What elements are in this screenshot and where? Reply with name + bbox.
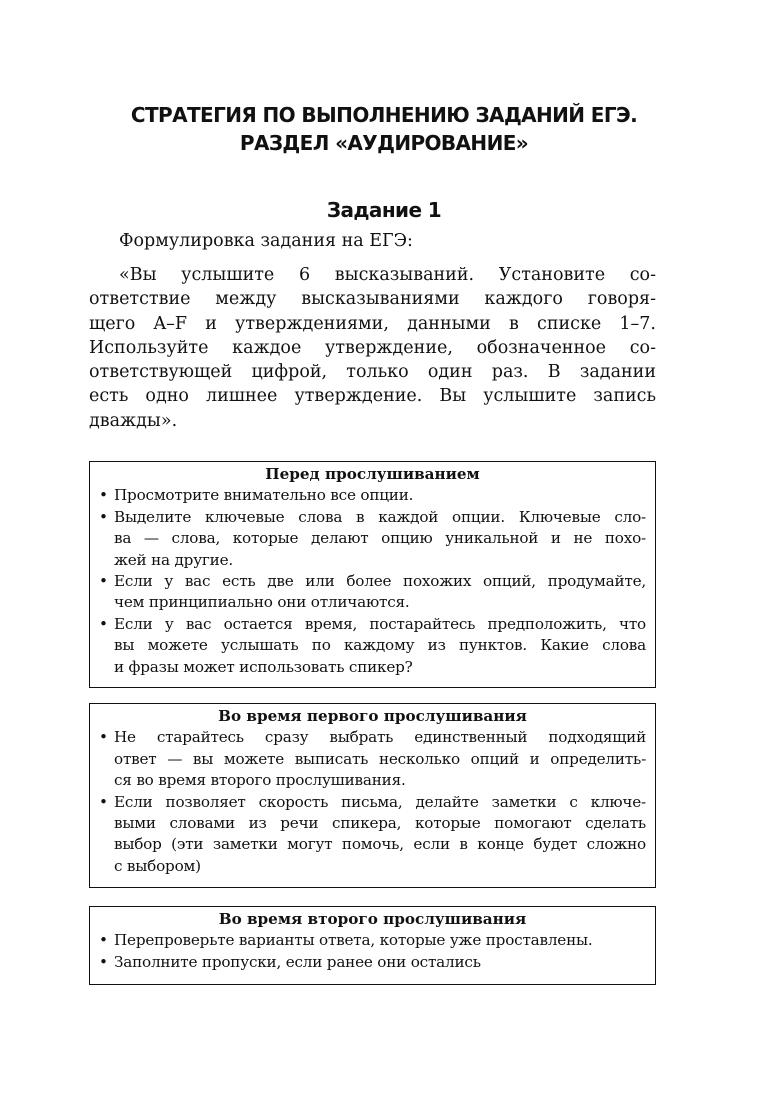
bullet-icon: •	[99, 614, 108, 633]
bullet-line: чем принципиально они отличаются.	[114, 593, 410, 612]
quote-line: Используйте каждое утверждение, обозначенное со-	[89, 337, 656, 358]
box-first-listening	[89, 703, 656, 888]
bullet-icon: •	[99, 571, 108, 590]
bullet-line: Просмотрите внимательно все опции.	[114, 486, 414, 505]
bullet-item	[90, 614, 655, 678]
bullet-line: ответ — вы можете выписать несколько опций и определить-	[114, 749, 646, 768]
bullet-item	[90, 952, 655, 973]
intro-paragraph	[89, 229, 656, 253]
box-before-listening	[89, 461, 656, 688]
bullet-line: Не старайтесь сразу выбрать единственный подходящий	[114, 728, 646, 747]
bullet-line: вы можете услышать по каждому из пунктов. Какие слова	[114, 636, 646, 655]
box-heading: Во время второго прослушивания	[218, 910, 527, 928]
bullet-icon: •	[99, 486, 108, 505]
bullet-line: Если позволяет скорость письма, делайте заметки с ключе-	[114, 792, 646, 811]
quote-line: ответствие между высказываниями каждого говоря-	[89, 289, 656, 310]
bullet-item	[90, 571, 655, 614]
quote-line: «Вы услышите 6 высказываний. Установите со-	[119, 265, 656, 285]
bullet-line: Если у вас есть две или более похожих опций, продумайте,	[114, 571, 646, 590]
section-heading: Задание 1	[326, 198, 442, 222]
title-line: РАЗДЕЛ «АУДИРОВАНИЕ»	[239, 131, 529, 155]
bullet-line: жей на другие.	[114, 550, 234, 569]
bullet-item	[90, 507, 655, 571]
bullet-item	[90, 727, 655, 791]
bullet-item	[90, 485, 655, 506]
task-quote	[89, 263, 656, 433]
bullet-line: ся во время второго прослушивания.	[114, 771, 406, 790]
bullet-line: Перепроверьте варианты ответа, которые уже проставлены.	[114, 931, 593, 950]
bullet-icon: •	[99, 952, 108, 971]
bullet-item	[90, 792, 655, 878]
bullet-icon: •	[99, 931, 108, 950]
box-heading: Во время первого прослушивания	[218, 707, 527, 725]
title-line: СТРАТЕГИЯ ПО ВЫПОЛНЕНИЮ ЗАДАНИЙ ЕГЭ.	[130, 103, 638, 127]
quote-line: щего A–F и утверждениями, данными в списке 1–7.	[89, 313, 656, 334]
bullet-icon: •	[99, 728, 108, 747]
bullet-line: и фразы может использовать спикер?	[114, 657, 413, 676]
box-second-listening	[89, 906, 656, 985]
intro-text: Формулировка задания на ЕГЭ:	[119, 231, 413, 251]
bullet-line: ва — слова, которые делают опцию уникальной и не похо-	[114, 529, 646, 548]
quote-line: есть одно лишнее утверждение. Вы услышите запись	[89, 386, 656, 407]
bullet-line: выми словами из речи спикера, которые помогают сделать	[114, 813, 646, 832]
bullet-icon: •	[99, 792, 108, 811]
bullet-icon: •	[99, 507, 108, 526]
quote-line: дважды».	[89, 410, 178, 431]
page-title	[0, 101, 768, 157]
bullet-line: выбор (эти заметки могут помочь, если в конце будет сложно	[114, 835, 646, 854]
bullet-line: Если у вас остается время, постарайтесь предположить, что	[114, 614, 646, 633]
box-heading: Перед прослушиванием	[265, 465, 480, 483]
bullet-line: с выбором)	[114, 856, 201, 875]
bullet-line: Заполните пропуски, если ранее они остались	[114, 952, 481, 971]
quote-line: ответствующей цифрой, только один раз. В задании	[89, 362, 656, 383]
bullet-item	[90, 930, 655, 951]
bullet-line: Выделите ключевые слова в каждой опции. Ключевые сло-	[114, 507, 646, 526]
